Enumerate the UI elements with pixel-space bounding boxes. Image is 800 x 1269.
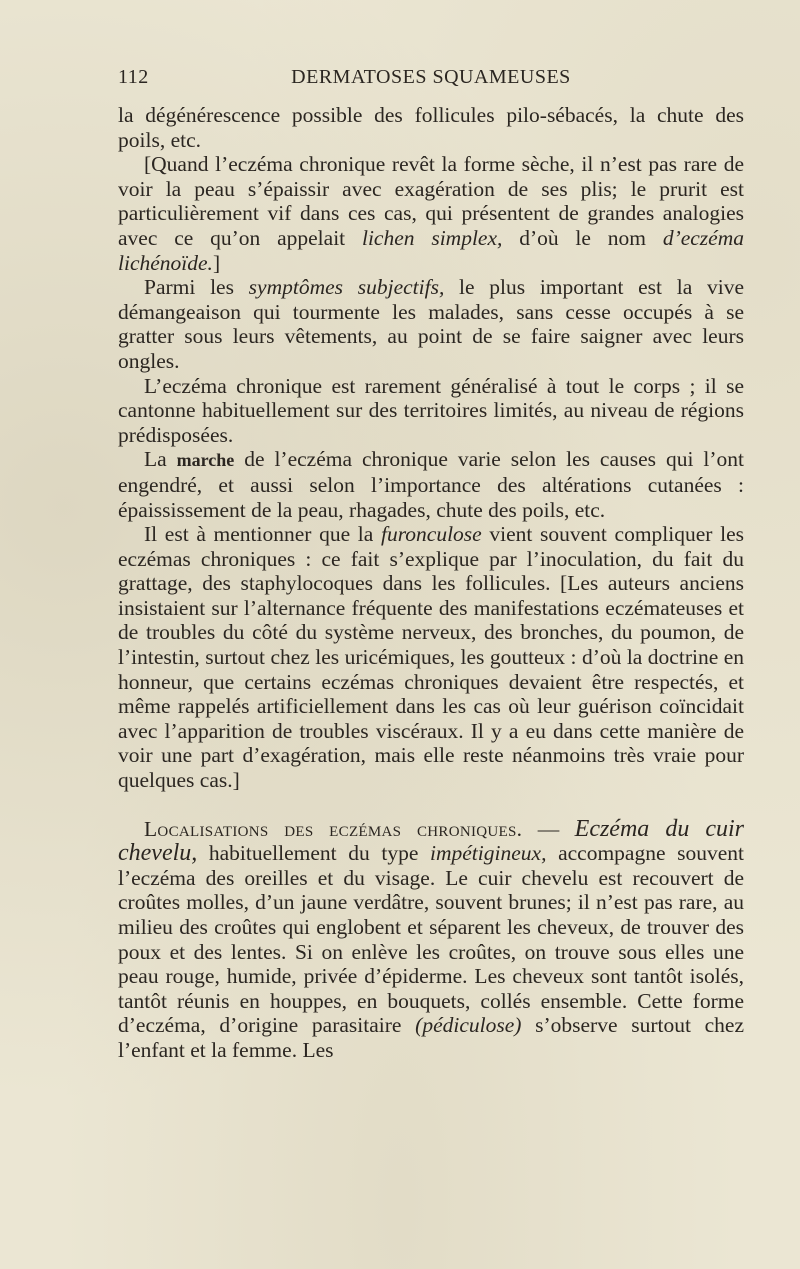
page-header [118, 66, 744, 96]
section-localisations: Localisations des eczémas chroniques. — Eczéma du cuir chevelu, habituellement du type impétigineux, accompagne souvent l’eczéma des oreilles et du visage. Le cuir chevelu est recouvert de croûtes molles, d’un jaune verdâtre, souvent brunes; il n’est pas rare, au milieu des croûtes qui englobent et séparent les cheveux, de trouver des poux et des lentes. Si on enlève les croûtes, on trouve sous elles une peau rouge, humide, privée d’épiderme. Les cheveux sont tantôt isolés, tantôt réunis en houppes, en bouquets, collés ensemble. Cette forme d’eczéma, d’origine parasitaire (pédiculose) s’observe surtout chez l’enfant et la femme. Les [118, 815, 745, 1062]
paragraph-6: Il est à mentionner que la furonculose vient souvent compliquer les eczémas chroniques : ce fait s’explique par l’inoculation, du fait du grattage, des staphylocoques dans les follicules. [Les auteurs anciens insistaient sur l’alternance fréquente des manifestations eczémateuses et de troubles du côté du système nerveux, des bronches, du poumon, de l’intestin, surtout chez les uricémiques, les goutteux : d’où la doctrine en honneur, que certains eczémas chroniques devaient être respectés, et même rappelés artificiellement dans les cas où leur guérison coïncidait avec l’apparition de troubles viscéraux. Il y a eu dans cette manière de voir une part d’exagération, mais elle reste néanmoins très vraie pour quelques cas.] [118, 522, 744, 793]
paragraph-5: La marche de l’eczéma chronique varie selon les causes qui l’ont engendré, et aussi selon l’importance des altérations cutanées : épaississement de la peau, rhagades, chute des poils, etc. [118, 447, 744, 522]
paragraph-2: [Quand l’eczéma chronique revêt la forme sèche, il n’est pas rare de voir la peau s’épaissir avec exagération de ses plis; le prurit est particulièrement vif dans ces cas, qui présentent de grandes analogies avec ce qu’on appelait lichen simplex, d’où le nom d’eczéma lichénoïde.] [118, 152, 744, 275]
paragraph-1: la dégénérescence possible des follicules pilo-sébacés, la chute des poils, etc. [118, 103, 744, 152]
page-number: 112 [118, 66, 149, 88]
paragraph-3: Parmi les symptômes subjectifs, le plus important est la vive démangeaison qui tourmente les malades, sans cesse occupés à se gratter sous leurs vêtements, au point de se faire saigner avec leurs ongles. [118, 275, 744, 373]
section-heading: Localisations des eczémas chroniques. [144, 816, 523, 841]
body-text [118, 103, 744, 1063]
running-title: DERMATOSES SQUAMEUSES [291, 66, 571, 88]
subsection-title: Eczéma du cuir chevelu, [118, 815, 745, 867]
paragraph-4: L’eczéma chronique est rarement généralisé à tout le corps ; il se cantonne habituellement sur des territoires limités, au niveau de régions prédisposées. [118, 373, 744, 447]
